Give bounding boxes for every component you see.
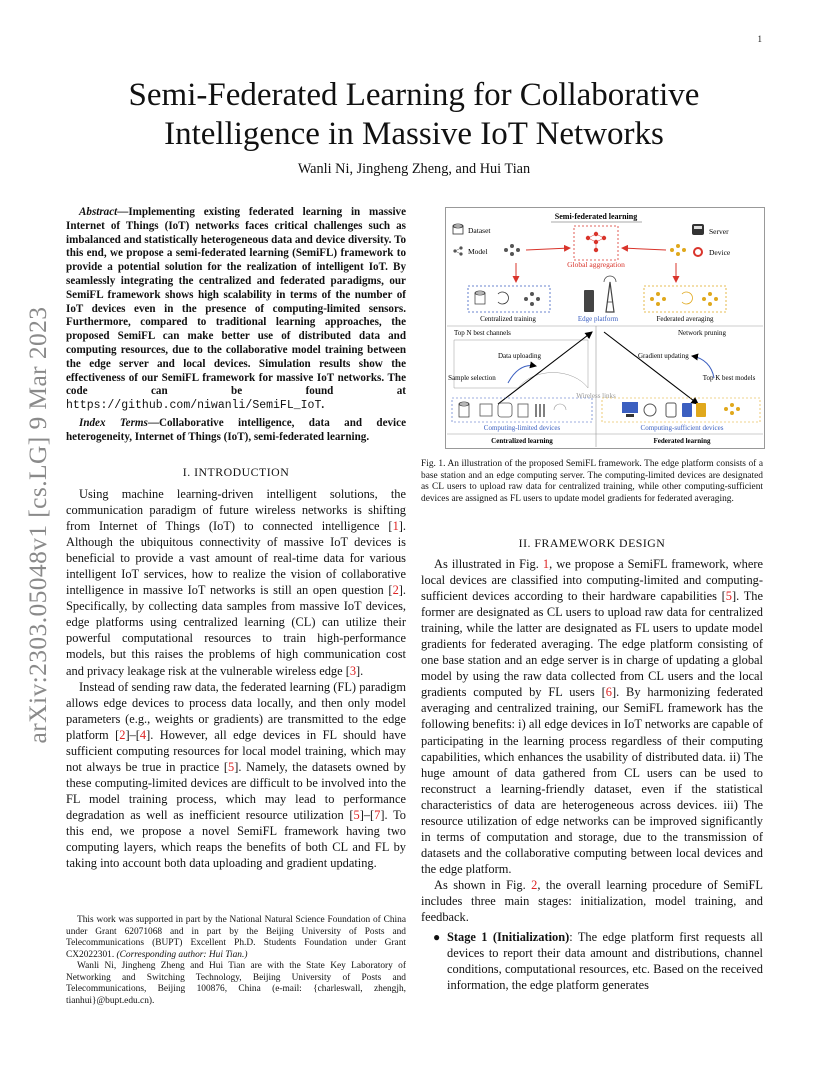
stage-1-label: Stage 1 (Initialization) <box>447 930 570 945</box>
sample-selection-label <box>448 374 496 382</box>
page-number: 1 <box>757 34 762 44</box>
legend-device: Device <box>709 248 731 257</box>
computing-sufficient-device-icons <box>622 402 740 417</box>
semifl-diagram <box>446 208 764 448</box>
top-n-channels-label: Top N best channels <box>454 329 511 337</box>
abstract-end: . <box>321 399 325 412</box>
footnote-affiliation: Wanli Ni, Jingheng Zheng and Hui Tian are with the State Key Laboratory of Networking and Switching Technology, Beijing University of Posts and Telecommunications, Beijing 100876, China (e-mail: {charleswall, zhengjh, tianhui}@bupt.edu.cn). <box>66 961 406 1006</box>
legend-dataset: Dataset <box>468 226 491 235</box>
intro-paragraph-1: Using machine learning-driven intelligent solutions, the communication paradigm of future wireless networks is shifting from Internet of Things (IoT) to connected intelligence [1]. Although the ubiquitous connectivity of massive IoT devices is beneficial to provide a vast amount of real-time data for various intelligent IoT services, how to realize the vision of collaborative intelligence in massive IoT networks is still an open question [2]. Specifically, by collecting data samples from massive IoT devices, edge platforms using centralized learning (CL) can utilize their powerful computational resources to train high-performance models, but this raises the problems of high communication cost and privacy leakage risk at the vulnerable wireless edge [3]. <box>66 487 406 678</box>
citation-link[interactable]: 2 <box>119 727 126 742</box>
global-aggregation-label: Global aggregation <box>567 260 625 269</box>
footnotes <box>66 915 406 1007</box>
centralized-training-label: Centralized training <box>480 315 536 323</box>
title-line-2: Intelligence in Massive IoT Networks <box>164 116 664 152</box>
citation-link[interactable]: 6 <box>605 685 612 700</box>
index-terms <box>66 417 406 445</box>
cl-model-icon <box>504 244 520 256</box>
framework-paragraph-2: As shown in Fig. 2, the overall learning procedure of SemiFL includes three main stages: initialization, model training, and feedback. <box>421 877 764 925</box>
code-url[interactable]: https://github.com/niwanli/SemiFL_IoT <box>66 399 322 413</box>
index-terms-text: —Collaborative intelligence, data and device heterogeneity, Internet of Things (IoT), semi-federated learning. <box>66 417 406 443</box>
computing-limited-device-icons <box>459 402 566 417</box>
computing-limited-label: Computing-limited devices <box>483 424 561 432</box>
computing-limited-devices-box <box>452 398 592 422</box>
citation-link[interactable]: 2 <box>392 583 399 598</box>
legend-server: Server <box>709 227 729 236</box>
section-heading-introduction: I. INTRODUCTION <box>182 465 290 479</box>
edge-platform-icon <box>584 276 616 312</box>
model-legend-icon <box>453 246 462 255</box>
section-heading-framework-design: II. FRAMEWORK DESIGN <box>518 536 666 550</box>
data-uploading-label: Data uploading <box>498 352 541 360</box>
figure-1 <box>445 207 765 449</box>
citation-link[interactable]: 5 <box>228 759 235 774</box>
footnote-funding: This work was supported in part by the National Natural Science Foundation of China under Grant 62071068 and in part by the Beijing University of Posts and Telecommunications (BUPT) Excellent Ph.D. Students Foundation under Grant CX2022301. (Corresponding author: Hui Tian.) <box>66 915 406 960</box>
index-terms-lead: Index Terms <box>79 417 148 429</box>
arxiv-identifier-text: arXiv:2303.05048v1 [cs.LG] 9 Mar 2023 <box>23 306 52 744</box>
centralized-training-icons <box>475 291 540 306</box>
intro-paragraph-2: Instead of sending raw data, the federated learning (FL) paradigm allows edge devices to process data locally, and then only model parameters (e.g., weights or gradients) are transmitted to the edge platform [2]–[4]. However, all edge devices in FL should have sufficient computing resources for local model training, which may not always be true in practice [5]. Namely, the datasets owned by these computing-limited devices are difficult to be involved into the FL model training process, which may lead to performance degradation as well as inefficient resource utilization [5]–[7]. To this end, we propose a novel SemiFL framework having two computing layers, which reaps the benefits of both CL and FL by taking into account both data uploading and gradient updating. <box>66 679 406 871</box>
gradient-updating-label: Gradient updating <box>638 352 689 360</box>
authors: Wanli Ni, Jingheng Zheng, and Hui Tian <box>297 161 531 177</box>
dataset-legend-icon <box>453 224 463 234</box>
framework-paragraph-1: As illustrated in Fig. 1, we propose a SemiFL framework, where local devices are classified into computing-limited and computing-sufficient devices according to their hardware capabilities [5]. The former are designated as CL users to upload raw data for centralized training, while the latter are designated as FL users to update model gradients for federated averaging. The edge platform consisting of one base station and an edge server is in charge of updating a global model by using the raw data collected from CL users and the local gradients computed by FL users [6]. By harmonizing federated averaging and centralized training, our SemiFL framework has the following benefits: i) all edge devices in IoT networks are capable of participating in the learning process regardless of their computing capabilities, which enhances the usability of distributed data. ii) The huge amount of data gathered from CL users can be used to reconstruct a learning-friendly dataset, even if the statistical characteristics of data are heterogeneous across devices. iii) The resource utilization of edge networks can be improved significantly in terms of computation and storage, due to the transmission of datasets and the collaborative computing between local devices and the edge platform. <box>421 557 764 876</box>
federated-learning-label: Federated learning <box>653 437 711 445</box>
computing-sufficient-label: Computing-sufficient devices <box>640 424 724 432</box>
legend-model: Model <box>468 247 488 256</box>
network-pruning-label: Network pruning <box>677 329 726 337</box>
paper-title <box>80 76 748 154</box>
abstract-text: —Implementing existing federated learning in massive Internet of Things (IoT) networks faces critical challenges such as imbalanced and statistically heterogeneous data and device diversity. To this end, we propose a semi-federated learning (SemiFL) framework to provide a potential solution for the realization of intelligent IoT. By seamlessly integrating the centralized and federated paradigms, our SemiFL framework shows high scalability in terms of the number of IoT devices even in the presence of computing-limited sensors. Furthermore, compared to traditional learning approaches, the proposed SemiFL can make better use of distributed data and computing resources, due to the collaborative model training between the edge server and local devices. Simulation results show the effectiveness of our SemiFL framework for massive IoT networks. The code can be found at <box>66 206 406 398</box>
global-model-icon <box>586 232 606 252</box>
stage-1-text: : The edge platform first requests all devices to report their data amount and distributions, channel conditions, computational resources, etc. Based on the received information, the edge platform generates <box>447 930 763 993</box>
abstract-lead: Abstract <box>79 206 118 218</box>
server-legend-icon <box>692 224 704 235</box>
title-line-1: Semi-Federated Learning for Collaborative <box>128 77 700 113</box>
bullet-icon: ● <box>433 930 441 945</box>
wireless-links-label: Wireless links <box>576 392 616 400</box>
abstract <box>66 206 406 413</box>
figure-link[interactable]: 1 <box>542 557 550 571</box>
federated-averaging-label: Federated averaging <box>656 315 714 323</box>
top-k-models-label: Top K best models <box>702 374 756 382</box>
device-legend-icon <box>693 247 703 257</box>
figure-caption: Fig. 1. An illustration of the proposed SemiFL framework. The edge platform consists of a base station and an edge computing server. The computing-limited devices are designated as CL users to upload raw data for centralized training, while other computing-sufficient devices are assigned as FL users to update model gradients for federated averaging. <box>421 459 763 504</box>
sample-selection-text: Sample selection <box>448 374 496 382</box>
edge-platform-label: Edge platform <box>577 315 619 323</box>
citation-link[interactable]: 4 <box>139 727 147 742</box>
citation-link[interactable]: 7 <box>374 807 381 822</box>
arxiv-identifier <box>18 290 58 760</box>
list-item-stage-1 <box>421 929 763 993</box>
centralized-learning-label: Centralized learning <box>491 437 553 445</box>
citation-link[interactable]: 5 <box>725 589 732 604</box>
framework-design-body <box>421 556 763 993</box>
federated-averaging-icons <box>650 292 718 306</box>
federated-averaging-box <box>644 286 726 312</box>
fig-top-title: Semi-federated learning <box>554 212 638 221</box>
citation-link[interactable]: 5 <box>353 807 360 822</box>
introduction-body <box>66 486 406 871</box>
figure-link[interactable]: 2 <box>531 877 538 892</box>
citation-link[interactable]: 3 <box>349 663 357 678</box>
fl-model-icon <box>670 244 686 256</box>
citation-link[interactable]: 1 <box>392 519 399 534</box>
